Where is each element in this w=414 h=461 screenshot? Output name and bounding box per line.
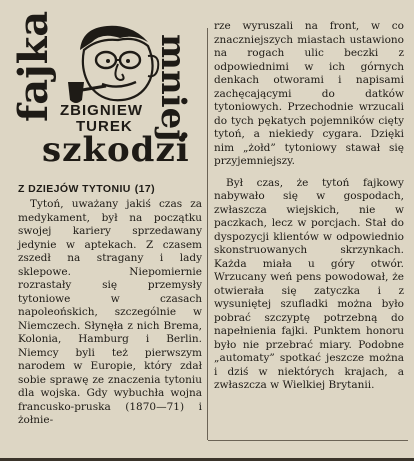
series-number: (17)	[134, 183, 156, 195]
title-word-szkodzi: szkodzi	[42, 130, 190, 170]
article-paragraph-3: Był czas, że tytoń fajkowy nabywało się w gospodach, zwłaszcza wiejskich, nie w paczkach, lecz w porcjach. Stał do dyspozycji klientów w odpowiednio skonstruowanych skrzynkach. Każda miała u góry otwór. Wrzucany weń pens powodował, że otwierała się zatyczka i z wysuniętej szufladki można było pobrać szczyptę potrzebną do napełnienia fajki. Punktem honoru było nie przebrać miary. Podobne „automaty” spotkać jeszcze można i dziś w niektórych krajach, a zwłaszcza w Wielkiej Brytanii.	[214, 176, 404, 391]
author-first-name: ZBIGNIEW	[60, 102, 143, 119]
series-heading	[18, 183, 202, 195]
series-label: Z DZIEJÓW TYTONIU	[18, 183, 131, 195]
title-word-mniej: mniej	[153, 34, 193, 142]
right-column	[214, 20, 404, 393]
author-last-name: TUREK	[76, 118, 133, 135]
column-header	[0, 0, 207, 180]
article-paragraph-1: Tytoń, uważany jakiś czas za medykament, był na początku swojej kariery sprzedawany jedynie w aptekach. Z czasem zszedł na stragany i lady sklepowe. Niepomiernie rozrastały się przemysły tytoniowe w czasach napoleońskich, szczególnie w Niemczech. Słynęła z nich Brema, Kolonia, Hamburg i Berlin. Niemcy byli też pierwszym narodem w Europie, który zdał sobie sprawę ze znaczenia tytoniu dla wojska. Gdy wybuchła wojna francusko-pruska (1870—71) i żołnie-	[18, 198, 202, 426]
column-divider	[207, 28, 208, 440]
title-word-fajka: fajka	[10, 10, 57, 122]
left-column	[18, 183, 202, 428]
end-rule	[208, 440, 408, 441]
article-paragraph-2: rze wyruszali na front, w co znaczniejszych miastach ustawiono na rogach ulic beczki z odpowiednimi w ich górnych denkach otworami i napisami zachęcającymi do datków tytoniowych. Przechodnie wrzucali do tych pękatych pojemników cięty tytoń, a niekiedy cygara. Dzięki nim „żołd” tytoniowy stawał się przyjemniejszy.	[214, 20, 404, 167]
